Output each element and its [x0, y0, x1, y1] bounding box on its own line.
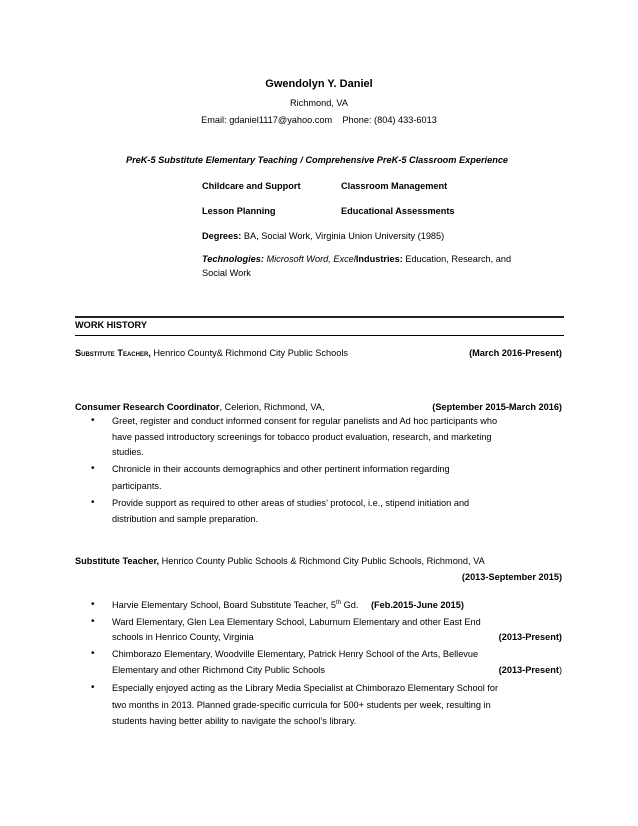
degrees-value: BA, Social Work, Virginia Union University (1985): [241, 231, 445, 241]
technologies-line: [202, 254, 511, 266]
bullet-icon: •: [91, 463, 95, 474]
job2-bullet2-line1: Chronicle in their accounts demographics and other pertinent information regarding: [112, 464, 450, 474]
job1-org: Henrico County& Richmond City Public Schools: [150, 348, 348, 358]
job3-org: Henrico County Public Schools & Richmond City Public Schools, Richmond, VA: [159, 556, 485, 566]
job2-bullet1-line3: studies.: [112, 447, 144, 457]
job1-title: Substitute Teacher,: [75, 348, 151, 358]
job3-bullet3-dates: (2013-Present: [498, 665, 559, 675]
job3-bullet4-line2: two months in 2013. Planned grade-specific curricula for 500+ students per week, resulting in: [112, 700, 491, 710]
job3-bullet4-line1: Especially enjoyed acting as the Library Media Specialist at Chimborazo Elementary School for: [112, 683, 499, 693]
bullet-icon: •: [91, 648, 95, 659]
job2-title: Consumer Research Coordinator: [75, 402, 220, 412]
contact-line: Email: gdaniel1117@yahoo.com Phone: (804) 433-6013: [201, 115, 437, 125]
job2-bullet1-line2: have passed introductory screenings for tobacco product evaluation, research, and marketing: [112, 432, 492, 442]
industries-value: Education, Research, and: [402, 254, 512, 264]
job2-dates: (September 2015-March 2016): [432, 402, 562, 412]
job1-header: [75, 348, 348, 360]
job3-bullet1: [112, 600, 464, 612]
job3-bullet3-line2: Elementary and other Richmond City Public Schools: [112, 665, 325, 675]
ordinal-suffix: th: [336, 599, 342, 606]
bullet-icon: •: [91, 616, 95, 627]
job3-bullet1-grade: Gd.: [341, 600, 359, 610]
job3-bullet4-line3: students having better ability to navigate the school’s library.: [112, 716, 357, 726]
job3-bullet3-dates-wrap: [499, 665, 562, 677]
candidate-name: Gwendolyn Y. Daniel: [265, 78, 373, 90]
skill-educational-assessments: Educational Assessments: [341, 206, 455, 216]
section-rule-bottom: [75, 335, 564, 336]
job3-bullet3-line1: Chimborazo Elementary, Woodville Elementary, Patrick Henry School of the Arts, Bellevue: [112, 649, 479, 659]
work-history-heading: WORK HISTORY: [75, 320, 147, 330]
job2-bullet3-line1: Provide support as required to other areas of studies’ protocol, i.e., stipend initiation and: [112, 498, 470, 508]
job3-bullet2-line1: Ward Elementary, Glen Lea Elementary School, Laburnum Elementary and other East End: [112, 617, 481, 627]
job3-title: Substitute Teacher,: [75, 556, 160, 566]
job3-bullet1-dates: (Feb.2015-June 2015): [370, 600, 464, 610]
job2-org: , Celerion, Richmond, VA,: [219, 402, 325, 412]
job2-bullet2-line2: participants.: [112, 481, 162, 491]
bullet-icon: •: [91, 682, 95, 693]
job2-bullet1-line1: Greet, register and conduct informed consent for regular panelists and Ad hoc participants who: [112, 416, 498, 426]
technologies-label: Technologies:: [202, 254, 264, 264]
degrees-label: Degrees:: [202, 231, 242, 241]
technologies-value: Microsoft Word, Excel: [263, 254, 356, 264]
skill-childcare: Childcare and Support: [202, 181, 301, 191]
job3-bullet2-dates: (2013-Present): [498, 632, 562, 642]
industries-continued: Social Work: [202, 268, 251, 278]
job3-header: [75, 556, 485, 568]
location: Richmond, VA: [289, 98, 349, 108]
job3-bullet1-text: Harvie Elementary School, Board Substitute Teacher, 5: [112, 600, 337, 610]
job2-header: [75, 402, 325, 414]
skill-lesson-planning: Lesson Planning: [202, 206, 276, 216]
job3-dates: (2013-September 2015): [461, 572, 562, 582]
job1-dates: (March 2016-Present): [469, 348, 562, 358]
job3-bullet2-line2: schools in Henrico County, Virginia: [112, 632, 254, 642]
section-rule-top: [75, 316, 564, 318]
headline: PreK-5 Substitute Elementary Teaching / Comprehensive PreK-5 Classroom Experience: [125, 155, 509, 165]
bullet-icon: •: [91, 599, 95, 610]
job2-bullet3-line2: distribution and sample preparation.: [112, 514, 259, 524]
degrees-line: [202, 231, 444, 243]
job3-bullet3-paren: ): [558, 665, 562, 675]
bullet-icon: •: [91, 415, 95, 426]
bullet-icon: •: [91, 497, 95, 508]
industries-label: Industries:: [355, 254, 403, 264]
skill-classroom-management: Classroom Management: [341, 181, 448, 191]
